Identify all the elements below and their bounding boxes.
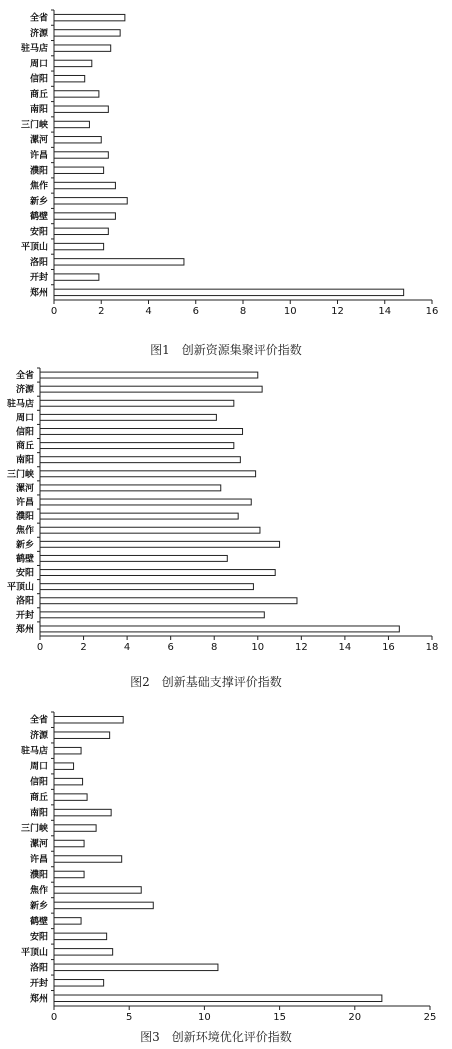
category-label: 濮阳 bbox=[29, 166, 48, 177]
bar bbox=[54, 60, 92, 66]
bar bbox=[54, 106, 108, 112]
bar bbox=[54, 259, 184, 265]
bar bbox=[40, 471, 256, 477]
x-tick-label: 0 bbox=[36, 642, 44, 653]
bar bbox=[40, 400, 234, 406]
bar bbox=[54, 902, 153, 908]
x-tick-label: 12 bbox=[294, 642, 308, 653]
category-label: 济源 bbox=[15, 385, 34, 396]
bar bbox=[54, 840, 84, 846]
category-label: 平顶山 bbox=[6, 582, 34, 593]
category-label: 三门峡 bbox=[6, 469, 34, 480]
x-tick-label: 6 bbox=[167, 642, 174, 653]
category-label: 周口 bbox=[29, 59, 48, 70]
category-label: 周口 bbox=[29, 762, 48, 773]
x-tick-label: 8 bbox=[239, 306, 247, 317]
bar bbox=[40, 513, 238, 519]
category-label: 开封 bbox=[29, 978, 48, 989]
bar bbox=[54, 763, 74, 769]
bar bbox=[40, 485, 221, 491]
bar bbox=[40, 386, 262, 392]
category-label: 新乡 bbox=[29, 196, 48, 207]
bar bbox=[54, 778, 83, 784]
bar bbox=[54, 825, 96, 831]
category-label: 商丘 bbox=[29, 89, 48, 100]
x-tick-label: 2 bbox=[80, 642, 87, 653]
category-label: 漯河 bbox=[29, 839, 48, 850]
x-tick-label: 25 bbox=[423, 1012, 437, 1023]
category-label: 安阳 bbox=[15, 568, 34, 579]
category-label: 济源 bbox=[29, 28, 48, 39]
category-label: 南阳 bbox=[29, 105, 48, 116]
category-label: 驻马店 bbox=[20, 746, 48, 757]
category-label: 开封 bbox=[15, 610, 34, 621]
x-tick-label: 10 bbox=[198, 1012, 211, 1023]
bar bbox=[40, 598, 297, 604]
category-label: 商丘 bbox=[15, 441, 34, 452]
category-label: 许昌 bbox=[29, 151, 48, 161]
bar bbox=[54, 809, 111, 815]
bar bbox=[54, 856, 122, 862]
x-tick-label: 20 bbox=[348, 1012, 362, 1023]
x-tick-label: 14 bbox=[378, 306, 392, 317]
chart-title: 图1 创新资源集聚评价指数 bbox=[150, 343, 302, 357]
category-label: 全省 bbox=[29, 715, 48, 726]
x-tick-label: 5 bbox=[126, 1012, 133, 1023]
x-tick-label: 4 bbox=[123, 642, 131, 653]
x-tick-label: 10 bbox=[251, 642, 265, 653]
x-tick-label: 2 bbox=[98, 306, 105, 317]
x-tick-label: 16 bbox=[425, 306, 439, 317]
bar bbox=[54, 918, 81, 924]
x-tick-label: 0 bbox=[50, 1012, 58, 1023]
bar bbox=[54, 949, 113, 955]
bar bbox=[40, 429, 243, 435]
bar bbox=[54, 887, 141, 893]
bar bbox=[40, 584, 253, 590]
bar bbox=[54, 14, 125, 20]
category-label: 三门峡 bbox=[20, 824, 48, 835]
bar bbox=[54, 933, 107, 939]
bar bbox=[54, 75, 85, 81]
chart-innovation-environment-optimization bbox=[21, 712, 436, 1023]
chart-innovation-resource-agglomeration bbox=[21, 10, 438, 317]
bar bbox=[40, 527, 260, 533]
x-tick-label: 4 bbox=[145, 306, 152, 317]
bar bbox=[54, 121, 89, 127]
category-label: 全省 bbox=[29, 13, 48, 24]
category-label: 信阳 bbox=[29, 74, 48, 85]
bar bbox=[54, 732, 110, 738]
chart-title: 图3 创新环境优化评价指数 bbox=[140, 1030, 292, 1044]
bar bbox=[54, 152, 108, 158]
category-label: 郑州 bbox=[29, 994, 48, 1005]
bar bbox=[54, 995, 382, 1001]
category-label: 平顶山 bbox=[20, 242, 48, 253]
bar bbox=[54, 243, 104, 249]
category-label: 南阳 bbox=[29, 808, 48, 819]
bar bbox=[40, 626, 399, 632]
x-tick-label: 10 bbox=[283, 306, 297, 317]
bar bbox=[40, 457, 240, 463]
bar bbox=[40, 414, 216, 420]
category-label: 濮阳 bbox=[15, 512, 34, 523]
x-tick-label: 8 bbox=[211, 642, 218, 653]
category-label: 许昌 bbox=[15, 498, 34, 508]
bar bbox=[54, 45, 111, 51]
chart-title: 图2 创新基础支撑评价指数 bbox=[130, 675, 282, 689]
category-label: 洛阳 bbox=[29, 963, 48, 974]
x-tick-label: 12 bbox=[331, 306, 344, 317]
bar bbox=[54, 228, 108, 234]
category-label: 周口 bbox=[15, 413, 34, 424]
category-label: 焦作 bbox=[29, 885, 48, 896]
category-label: 济源 bbox=[29, 731, 48, 742]
category-label: 鹤壁 bbox=[29, 212, 48, 223]
bar bbox=[54, 198, 127, 204]
chart-innovation-foundation-support bbox=[7, 368, 438, 653]
bar bbox=[40, 612, 264, 618]
category-label: 郑州 bbox=[29, 288, 48, 299]
category-label: 驻马店 bbox=[6, 399, 34, 410]
category-label: 漯河 bbox=[29, 135, 48, 146]
bar bbox=[40, 372, 258, 378]
bar bbox=[54, 794, 87, 800]
bar bbox=[54, 871, 84, 877]
bar bbox=[40, 541, 280, 547]
category-label: 信阳 bbox=[29, 777, 48, 788]
category-label: 漯河 bbox=[15, 483, 34, 494]
category-label: 信阳 bbox=[15, 427, 34, 438]
x-tick-label: 6 bbox=[192, 306, 199, 317]
category-label: 濮阳 bbox=[29, 870, 48, 881]
category-label: 商丘 bbox=[29, 793, 48, 804]
category-label: 开封 bbox=[29, 273, 48, 284]
bar bbox=[54, 137, 101, 143]
category-label: 全省 bbox=[15, 371, 34, 382]
bar bbox=[54, 167, 104, 173]
category-label: 新乡 bbox=[29, 901, 48, 912]
category-label: 焦作 bbox=[29, 181, 48, 192]
bar bbox=[40, 570, 275, 576]
bar bbox=[54, 289, 404, 295]
category-label: 南阳 bbox=[15, 455, 34, 466]
bar bbox=[54, 213, 115, 219]
category-label: 焦作 bbox=[15, 526, 34, 537]
category-label: 新乡 bbox=[15, 540, 34, 551]
bar bbox=[54, 747, 81, 753]
bar bbox=[54, 91, 99, 97]
bar bbox=[54, 980, 104, 986]
category-label: 许昌 bbox=[29, 855, 48, 865]
x-tick-label: 14 bbox=[338, 642, 352, 653]
category-label: 三门峡 bbox=[20, 120, 48, 131]
category-label: 洛阳 bbox=[29, 257, 48, 268]
bar bbox=[54, 30, 120, 36]
x-tick-label: 0 bbox=[50, 306, 58, 317]
category-label: 鹤壁 bbox=[15, 554, 34, 565]
category-label: 平顶山 bbox=[20, 947, 48, 958]
bar bbox=[54, 716, 123, 722]
x-tick-label: 18 bbox=[425, 642, 439, 653]
bar bbox=[54, 274, 99, 280]
bar bbox=[54, 182, 115, 188]
x-tick-label: 15 bbox=[273, 1012, 286, 1023]
category-label: 郑州 bbox=[15, 624, 34, 635]
bar bbox=[54, 964, 218, 970]
bar bbox=[40, 555, 227, 561]
bar bbox=[40, 499, 251, 505]
category-label: 安阳 bbox=[29, 932, 48, 943]
category-label: 洛阳 bbox=[15, 596, 34, 607]
x-tick-label: 16 bbox=[382, 642, 395, 653]
category-label: 鹤壁 bbox=[29, 916, 48, 927]
category-label: 安阳 bbox=[29, 227, 48, 238]
category-label: 驻马店 bbox=[20, 44, 48, 55]
bar bbox=[40, 443, 234, 449]
